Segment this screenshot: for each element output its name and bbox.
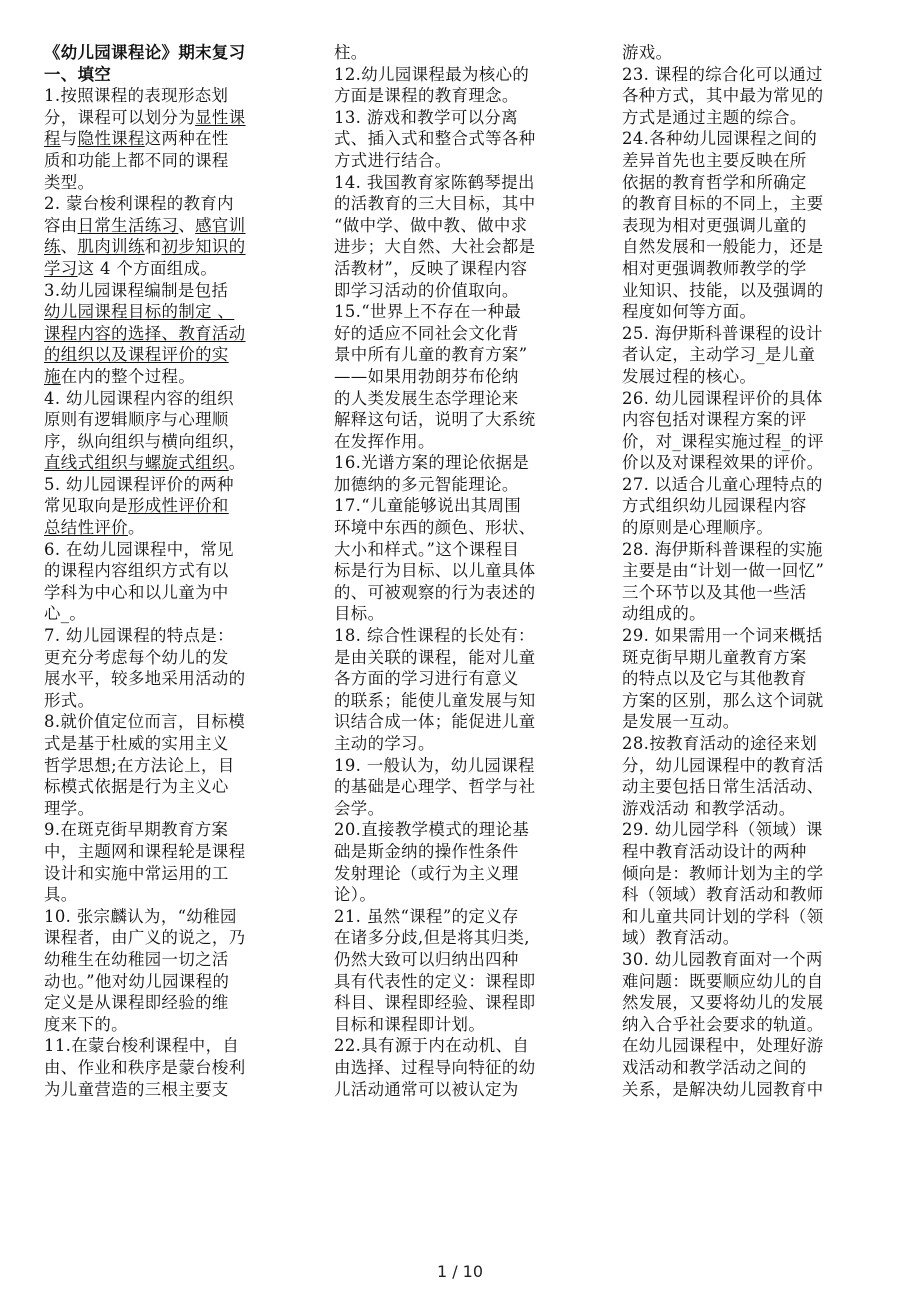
question-item — [334, 108, 536, 170]
question-item — [334, 65, 529, 106]
question-text: 17.“儿童能够说出其周围 环境中东西的颜色、形状、 大小和样式。”这个课程目 标是行为目标、以儿童具体 的、可被观察的行为表述的 目标。 — [334, 496, 536, 624]
underlined-answer: 肌肉训练 — [77, 237, 145, 257]
question-item — [334, 43, 368, 62]
question-text: 柱。 — [334, 43, 368, 62]
question-item — [44, 907, 246, 1034]
question-item — [622, 475, 823, 537]
question-item — [44, 194, 246, 278]
question-item — [334, 453, 529, 494]
question-text: 这 4 个方面组成。 — [77, 258, 218, 278]
question-item — [334, 756, 536, 818]
question-text: 18. 综合性课程的长处有： 是由关联的课程，能对儿童 各方面的学习进行有意义 的联系；能使儿童发展与知 识结合成一体；能促进儿童 主动的学习。 — [334, 626, 536, 753]
question-item — [44, 281, 246, 386]
underlined-answer: 隐性课程 — [77, 129, 145, 149]
underlined-answer: 日常生活练习 — [77, 215, 179, 235]
column-1 — [44, 42, 296, 1100]
question-item — [44, 389, 246, 473]
question-item — [44, 820, 246, 904]
question-item — [44, 626, 246, 710]
question-item — [622, 129, 824, 321]
question-text: 8.就价值定位而言，目标模 式是基于杜威的实用主义 哲学思想;在方法论上，目 标模式依据是行为主义心 理学。 — [44, 712, 246, 818]
question-text: 16.光谱方案的理论依据是 加德纳的多元智能理论。 — [334, 453, 530, 494]
question-item — [622, 65, 824, 127]
question-item — [622, 540, 824, 624]
question-text: 和 — [144, 237, 162, 257]
section-heading: 一、填空 — [44, 64, 112, 84]
question-item — [334, 820, 529, 904]
underlined-answer: 形成性评价和 总结性评价 — [44, 496, 229, 538]
question-text: 29. 如果需用一个词来概括 斑克街早期儿童教育方案 的特点以及它与其他教育 方案的区别，那么这个词就 是发展一互动。 — [622, 626, 824, 732]
question-text: 24.各种幼儿园课程之间的 差异首先也主要反映在所 依据的教育哲学和所确定 的教育目标的不同上，主要 表现为相对更强调儿童的 自然发展和一般能力，还是 相对更强调教师教学的学 业知识、技能，以及强调的 程度如何等方面。 — [622, 129, 824, 322]
question-text: 21. 虽然“课程”的定义存 在诸多分歧,但是将其归类, 仍然大致可以归纳出四种 具有代表性的定义：课程即 科目、课程即经验、课程即 目标和课程即计划。 — [334, 906, 536, 1034]
question-text: 27. 以适合儿童心理特点的 方式组织幼儿园课程内容 的原则是心理顺序。 — [622, 474, 823, 538]
question-text: 9.在斑克街早期教育方案 中，主题网和课程轮是课程 设计和实施中常运用的工 具。 — [44, 820, 246, 905]
question-item — [44, 475, 234, 537]
question-text: 6. 在幼儿园课程中，常见 的课程内容组织方式有以 学科为中心和以儿童为中 心_。 — [44, 539, 234, 624]
underlined-answer: 直线式组织与螺旋式组织 — [44, 453, 229, 473]
question-text: 这两种在性 质和功能上都不同的课程 类型。 — [44, 129, 229, 192]
question-text: 与 — [60, 129, 78, 149]
question-text: 2. 蒙台梭利课程的教育内 容由 — [44, 194, 234, 235]
question-item — [622, 734, 824, 818]
question-text: 28. 海伊斯科普课程的实施 主要是由“计划一做一回忆” 三个环节以及其他一些活 动组成的。 — [622, 539, 825, 624]
question-text: 25. 海伊斯科普课程的设计 者认定，主动学习_是儿童 发展过程的核心。 — [622, 323, 823, 386]
column-3 — [622, 42, 874, 1100]
question-text: 14. 我国教育家陈鹤琴提出 的活教育的三大目标，其中 “做中学、做中教、做中求 进步；大自然、大社会都是 活教材”，反映了课程内容 即学习活动的价值取向。 — [334, 172, 536, 300]
underlined-answer: 初步知识的 学习 — [44, 237, 246, 278]
question-text: 1.按照课程的表现形态划 分，课程可以划分为 — [44, 86, 229, 127]
question-text: 30. 幼儿园教育面对一个两 难问题：既要顺应幼儿的自 然发展，又要将幼儿的发展 纳入合乎社会要求的轨道。 在幼儿园课程中，处理好游 戏活动和教学活动之间的 关系，是解决幼儿园教育中 — [622, 949, 824, 1099]
question-item — [44, 540, 234, 624]
document-title: 《幼儿园课程论》期末复习 — [44, 43, 246, 62]
question-item — [334, 302, 536, 451]
question-text: 游戏。 — [622, 43, 673, 62]
question-item — [44, 1036, 246, 1098]
column-2 — [334, 42, 586, 1100]
question-item — [622, 626, 824, 731]
underlined-answer: 感官训 练 — [44, 215, 246, 257]
question-text: 13. 游戏和教学可以分离 式、插入式和整合式等各种 方式进行结合。 — [334, 107, 536, 170]
question-text: 10. 张宗麟认为，“幼稚园 课程者，由广义的说之，乃 幼稚生在幼稚园一切之活 动也。”他对幼儿园课程的 定义是从课程即经验的维 度来下的。 — [44, 906, 246, 1034]
question-text: 12.幼儿园课程最为核心的 方面是课程的教育理念。 — [334, 64, 530, 106]
question-text: 26. 幼儿园课程评价的具体 内容包括对课程方案的评 价，对_课程实施过程_的评 价以及对课程效果的评价。 — [622, 388, 824, 473]
question-item — [334, 907, 536, 1034]
question-item — [622, 389, 824, 473]
question-text: 5. 幼儿园课程评价的两种 常见取向是 — [44, 474, 234, 516]
underlined-answer: 幼儿园课程目标的制定 、 课程内容的选择、教育活动 的组织以及课程评价的实 施 — [44, 302, 246, 386]
page-number: 1 / 10 — [436, 1262, 484, 1281]
question-item — [44, 712, 245, 817]
question-text: 3.幼儿园课程编制是包括 — [44, 280, 229, 300]
question-text: 在内的整个过程。 — [60, 366, 196, 386]
question-text: 。 — [127, 518, 145, 538]
question-item — [334, 173, 536, 300]
question-item — [622, 324, 823, 386]
question-item — [334, 626, 536, 753]
question-item — [622, 43, 672, 62]
question-item — [44, 86, 246, 191]
question-item — [334, 1036, 536, 1098]
question-text: 。 — [228, 453, 246, 473]
question-text: 7. 幼儿园课程的特点是： 更充分考虑每个幼儿的发 展水平，较多地采用活动的 形式。 — [44, 626, 246, 710]
question-item — [334, 496, 536, 623]
question-item — [622, 950, 824, 1099]
question-text: 20.直接教学模式的理论基 础是斯金纳的操作性条件 发射理论（或行为主义理 论）。 — [334, 820, 530, 905]
question-text: 11.在蒙台梭利课程中，自 由、作业和秩序是蒙台梭利 为儿童营造的三根主要支 — [44, 1036, 246, 1099]
question-text: 、 — [178, 215, 196, 235]
question-text: 15.“世界上不存在一种最 好的适应不同社会文化背 景中所有儿童的教育方案” ——如果用勃朗芬布伦纳 的人类发展生态学理论来 解释这句话，说明了大系统 在发挥作用。 — [334, 302, 536, 451]
question-text: 23. 课程的综合化可以通过 各种方式，其中最为常见的 方式是通过主题的综合。 — [622, 64, 824, 127]
question-text: 22.具有源于内在动机、自 由选择、过程导向特征的幼 儿活动通常可以被认定为 — [334, 1036, 536, 1099]
underlined-answer: 显性课 程 — [44, 107, 246, 149]
question-text: 、 — [60, 237, 78, 257]
question-text: 28.按教育活动的途径来划 分，幼儿园课程中的教育活 动主要包括日常生活活动、 游戏活动 和教学活动。 — [622, 734, 824, 818]
question-text: 29. 幼儿园学科（领域）课 程中教育活动设计的两种 倾向是：教师计划为主的学 科（领域）教育活动和教师 和儿童共同计划的学科（领 域）教育活动。 — [622, 820, 824, 948]
question-item — [622, 820, 824, 947]
question-text: 4. 幼儿园课程内容的组织 原则有逻辑顺序与心理顺 序，纵向组织与横向组织， — [44, 388, 246, 451]
question-text: 19. 一般认为，幼儿园课程 的基础是心理学、哲学与社 会学。 — [334, 755, 536, 818]
